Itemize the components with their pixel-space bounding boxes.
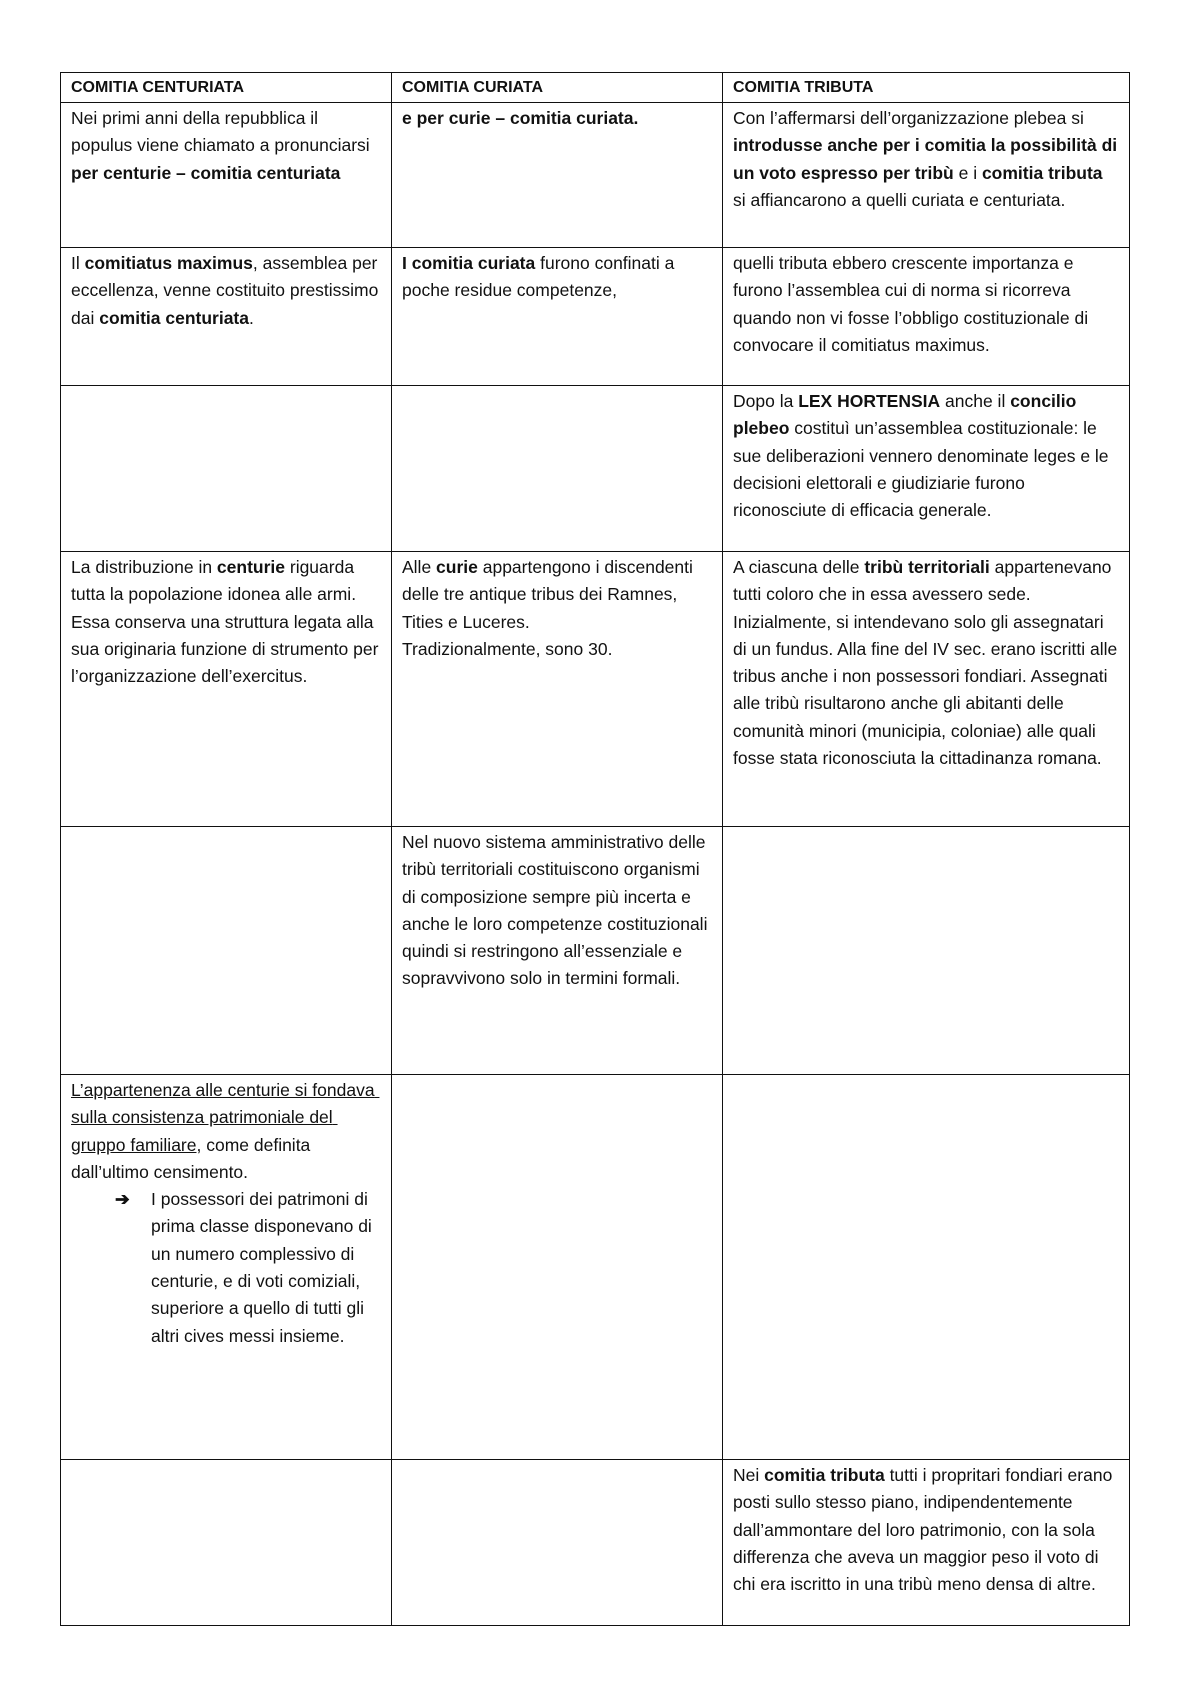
text-segment: La distribuzione in	[71, 557, 217, 577]
comitia-comparison-table	[60, 72, 1130, 1626]
text-segment: costituì un’assemblea costituzionale: le sue deliberazioni vennero denominate leges e le decisioni elettorali e giudiziarie furono riconosciute di efficacia generale.	[733, 418, 1114, 521]
text-segment: e per curie – comitia curiata.	[402, 108, 639, 128]
text-segment: , come definita dall’ultimo censimento.	[71, 1134, 316, 1182]
text-segment: Nel nuovo sistema amministrativo delle tribù territoriali costituiscono organismi di composizione sempre più incerta e anche le loro competenze costituzionali quindi si restringono all’essenziale e sopravvivono solo in termini formali.	[402, 832, 713, 989]
cell-curiata	[392, 1075, 723, 1460]
bullet-text: I possessori dei patrimoni di prima classe disponevano di un numero complessivo di centurie, e di voti comiziali, superiore a quello di tutti gli altri cives messi insieme.	[151, 1189, 372, 1346]
cell-curiata	[392, 1460, 723, 1626]
cell-curiata	[392, 248, 723, 386]
text-segment: appartengono i discendenti delle tre antique tribus dei Ramnes, Tities e Luceres. Tradizionalmente, sono 30.	[402, 557, 693, 659]
text-segment: furono confinati a poche residue competenze,	[402, 253, 680, 301]
text-segment: L’appartenenza alle centurie si fondava sulla consistenza patrimoniale del gruppo familiare	[71, 1080, 380, 1155]
text-segment: tutti i propritari fondiari erano posti sullo stesso piano, indipendentemente dall’ammontare del loro patrimonio, con la sola differenza che aveva un maggior peso il voto di chi era iscritto in una tribù meno densa di altre.	[733, 1465, 1118, 1595]
table-row	[61, 248, 1130, 386]
text-segment: curie	[436, 557, 478, 577]
text-segment: comitiatus maximus	[84, 253, 253, 273]
text-segment: I comitia curiata	[402, 253, 536, 273]
cell-curiata	[392, 386, 723, 552]
text-segment: Dopo la	[733, 391, 799, 411]
header-comitia-curiata: COMITIA CURIATA	[392, 73, 723, 103]
text-segment: concilio plebeo	[733, 391, 1082, 439]
table-row	[61, 1460, 1130, 1626]
cell-centuriata	[61, 1075, 392, 1460]
cell-tributa	[723, 386, 1130, 552]
text-segment: si affiancarono a quelli curiata e centuriata.	[733, 162, 1108, 210]
text-segment: , assemblea per eccellenza, venne costituito prestissimo dai	[71, 253, 384, 328]
cell-centuriata-text	[71, 1077, 381, 1186]
text-segment: centurie	[216, 557, 285, 577]
text-segment: Nei	[733, 1465, 765, 1485]
cell-centuriata	[61, 552, 392, 827]
text-segment: e i	[953, 162, 982, 183]
header-row	[61, 73, 1130, 103]
text-segment: .	[249, 307, 254, 328]
bullet-item	[71, 1186, 381, 1350]
text-segment: comitia tributa	[764, 1465, 885, 1485]
text-segment: quelli tributa ebbero crescente importanza e furono l’assemblea cui di norma si ricorreva quando non vi fosse l’obbligo costituzionale di convocare il comitiatus maximus.	[733, 253, 1093, 355]
cell-centuriata	[61, 1460, 392, 1626]
text-segment: tribù territoriali	[864, 557, 990, 577]
text-segment: Alle	[402, 557, 437, 577]
cell-curiata	[392, 552, 723, 827]
cell-tributa	[723, 1460, 1130, 1626]
text-segment: Con l’affermarsi dell’organizzazione plebea si	[733, 108, 1089, 128]
cell-centuriata	[61, 827, 392, 1075]
header-comitia-tributa: COMITIA TRIBUTA	[723, 73, 1130, 103]
text-segment: comitia centuriata	[99, 307, 249, 328]
text-segment: LEX HORTENSIA	[798, 391, 941, 411]
table-row	[61, 827, 1130, 1075]
cell-centuriata	[61, 103, 392, 248]
cell-tributa	[723, 103, 1130, 248]
text-segment: Nei primi anni della repubblica il populus viene chiamato a pronunciarsi	[71, 108, 375, 156]
table-row	[61, 552, 1130, 827]
cell-tributa	[723, 552, 1130, 827]
text-segment: introdusse anche per i comitia la possibilità di un voto espresso per tribù	[733, 135, 1122, 183]
text-segment: per centurie – comitia centuriata	[71, 162, 341, 183]
cell-tributa	[723, 248, 1130, 386]
text-segment: A ciascuna delle	[733, 557, 865, 577]
table-row	[61, 1075, 1130, 1460]
cell-centuriata	[61, 248, 392, 386]
cell-centuriata	[61, 386, 392, 552]
text-segment: riguarda tutta la popolazione idonea alle armi. Essa conserva una struttura legata alla sua originaria funzione di strumento per l’organizzazione dell’exercitus.	[71, 557, 379, 687]
header-comitia-centuriata: COMITIA CENTURIATA	[61, 73, 392, 103]
cell-tributa	[723, 1075, 1130, 1460]
text-segment: anche il	[940, 391, 1011, 411]
cell-curiata	[392, 103, 723, 248]
text-segment: comitia tributa	[981, 162, 1103, 183]
text-segment: appartenevano tutti coloro che in essa avessero sede. Inizialmente, si intendevano solo gli assegnatari di un fundus. Alla fine del IV sec. erano iscritti alle tribus anche i non possessori fondiari. Assegnati alle tribù risultarono anche gli abitanti delle comunità minori (municipia, coloniae) alle quali fosse stata riconosciuta la cittadinanza romana.	[733, 557, 1123, 769]
table-row	[61, 103, 1130, 248]
table-row	[61, 386, 1130, 552]
cell-tributa	[723, 827, 1130, 1075]
text-segment: Il	[71, 253, 85, 273]
arrow-right-icon: ➔	[115, 1189, 130, 1210]
cell-curiata	[392, 827, 723, 1075]
